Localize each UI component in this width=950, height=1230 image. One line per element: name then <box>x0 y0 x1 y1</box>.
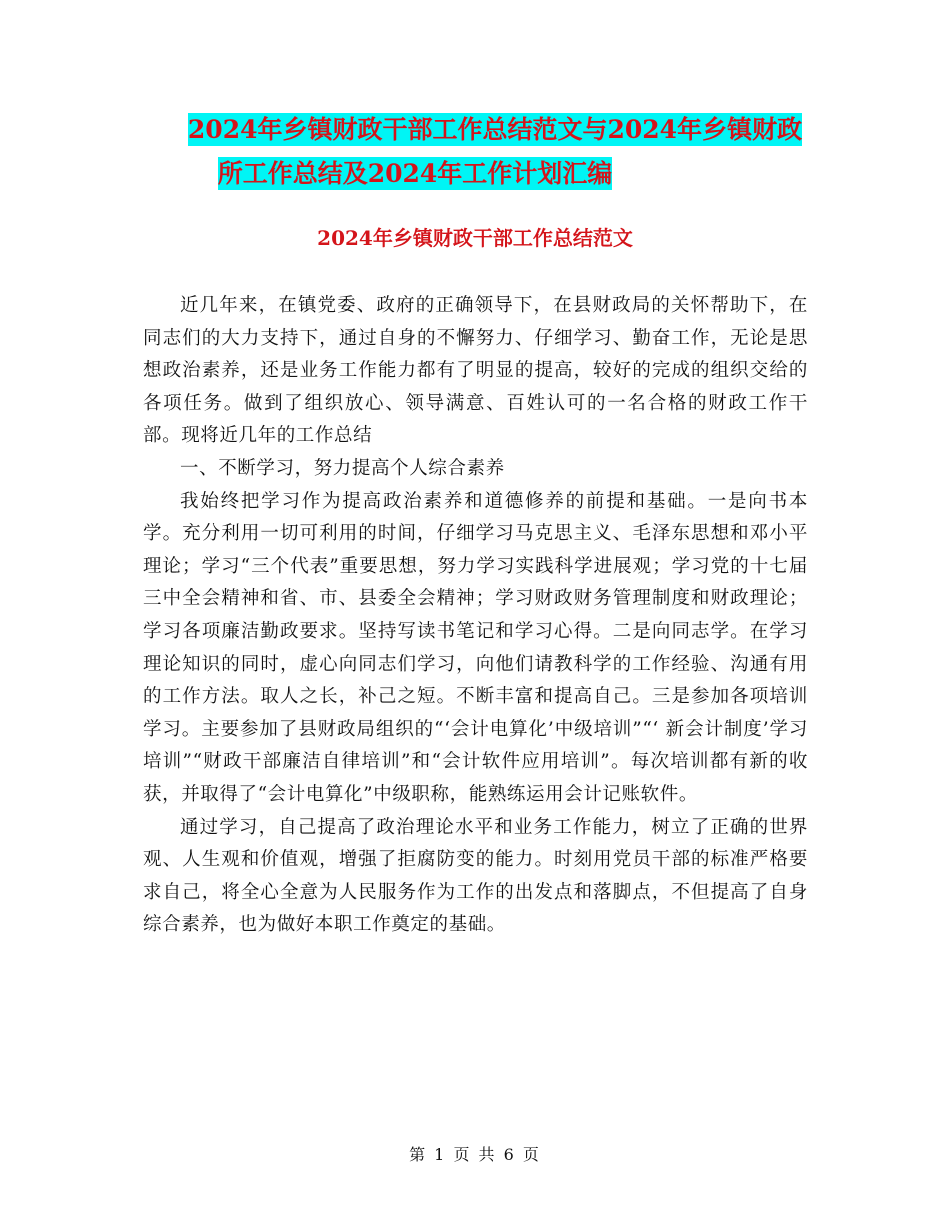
document-title-line-1 <box>20 108 950 152</box>
document-body <box>143 290 808 942</box>
document-title-line-2 <box>0 152 890 196</box>
page-footer: 第 1 页 共 6 页 <box>409 1145 541 1164</box>
paragraph-learning: 我始终把学习作为提高政治素养和道德修养的前提和基础。一是向书本学。充分利用一切可利用的时间，仔细学习马克思主义、毛泽东思想和邓小平理论；学习“三个代表”重要思想，努力学习实践科学进展观；学习党的十七届三中全会精神和省、市、县委全会精神；学习财政财务管理制度和财政理论；学习各项廉洁勤政要求。坚持写读书笔记和学习心得。二是向同志学。在学习理论知识的同时，虚心向同志们学习，向他们请教科学的工作经验、沟通有用的工作方法。取人之长，补己之短。不断丰富和提高自己。三是参加各项培训学习。主要参加了县财政局组织的“‘会计电算化’中级培训”“‘ 新会计制度’学习培训”“财政干部廉洁自律培训”和“会计软件应用培训”。每次培训都有新的收获，并取得了“会计电算化”中级职称，能熟练运用会计记账软件。 <box>143 490 808 805</box>
paragraph-results: 通过学习，自己提高了政治理论水平和业务工作能力，树立了正确的世界观、人生观和价值观，增强了拒腐防变的能力。时刻用党员干部的标准严格要求自己，将全心全意为人民服务作为工作的出发点和落脚点，不但提高了自身综合素养，也为做好本职工作奠定的基础。 <box>143 816 808 936</box>
title-highlight: 2024年乡镇财政干部工作总结范文与2024年乡镇财政 <box>187 115 803 144</box>
title-highlight: 所工作总结及2024年工作计划汇编 <box>217 159 613 188</box>
section-title: 2024年乡镇财政干部工作总结范文 <box>317 226 633 250</box>
paragraph-intro: 近几年来，在镇党委、政府的正确领导下，在县财政局的关怀帮助下，在同志们的大力支持下，通过自身的不懈努力、仔细学习、勤奋工作，无论是思想政治素养，还是业务工作能力都有了明显的提高，较好的完成的组织交给的各项任务。做到了组织放心、领导满意、百姓认可的一名合格的财政工作干部。现将近几年的工作总结 <box>143 295 808 447</box>
paragraph-heading: 一、不断学习，努力提高个人综合素养 <box>180 457 505 479</box>
